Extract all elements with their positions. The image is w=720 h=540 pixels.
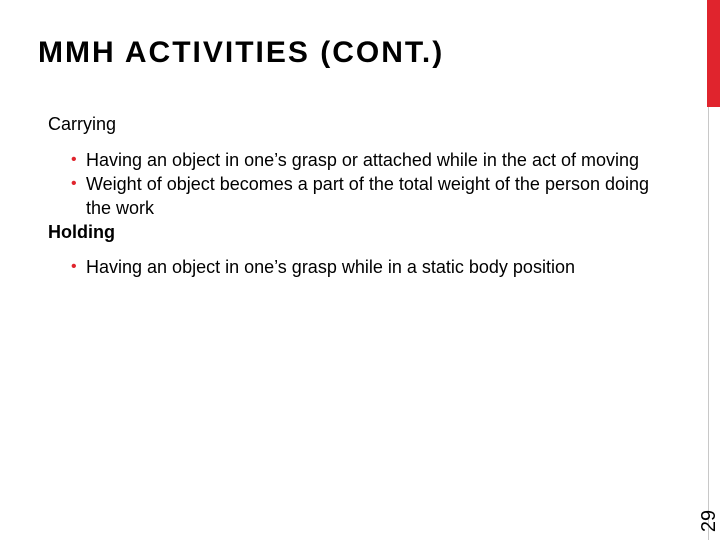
bullet-icon: • bbox=[71, 258, 77, 275]
list-item bbox=[48, 172, 678, 220]
bullet-icon: • bbox=[71, 175, 77, 192]
accent-bar bbox=[707, 0, 720, 107]
side-divider bbox=[708, 107, 709, 540]
page-number: 29 bbox=[698, 509, 720, 533]
bullet-icon: • bbox=[71, 151, 77, 168]
bullet-text: Having an object in one’s grasp while in a static body position bbox=[86, 257, 575, 277]
list-item bbox=[48, 148, 678, 172]
slide-body bbox=[48, 112, 678, 279]
slide-title: MMH ACTIVITIES (CONT.) bbox=[38, 36, 445, 69]
section-heading-carrying: Carrying bbox=[48, 114, 117, 134]
section-heading-holding: Holding bbox=[48, 222, 115, 242]
holding-bullet-list bbox=[48, 255, 678, 279]
bullet-text: Weight of object becomes a part of the total weight of the person doing the work bbox=[86, 174, 650, 218]
list-item bbox=[48, 255, 678, 279]
carrying-bullet-list bbox=[48, 148, 678, 220]
bullet-text: Having an object in one’s grasp or attached while in the act of moving bbox=[86, 150, 639, 170]
